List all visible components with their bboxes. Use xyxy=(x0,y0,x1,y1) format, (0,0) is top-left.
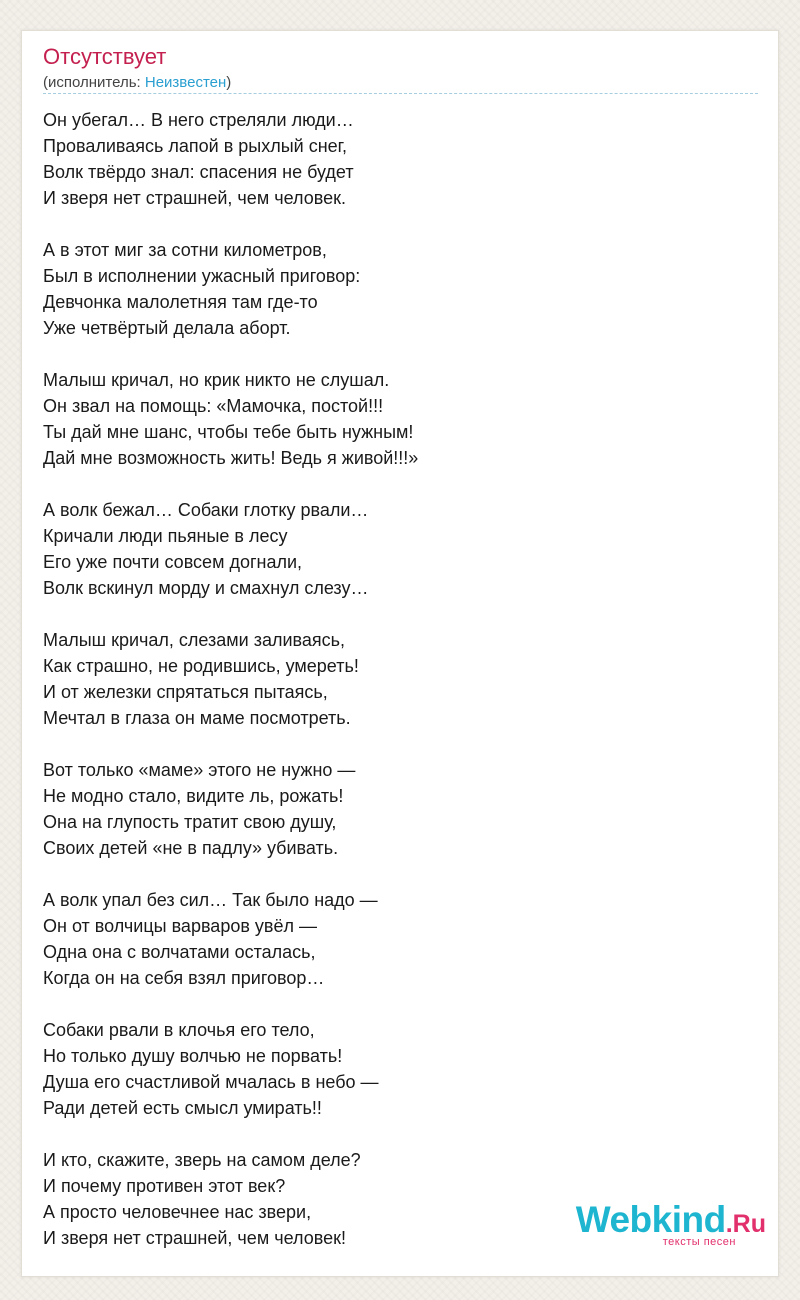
lyric-line: А просто человечнее нас звери, xyxy=(43,1202,312,1222)
lyric-line: А волк бежал… Собаки глотку рвали… xyxy=(43,500,369,520)
stanza xyxy=(43,1017,753,1121)
lyrics-body xyxy=(43,107,753,1277)
artist-suffix: ) xyxy=(226,74,232,91)
lyric-line: И зверя нет страшней, чем человек. xyxy=(43,188,346,208)
lyric-line: А в этот миг за сотни километров, xyxy=(43,240,327,260)
lyric-line: Волк твёрдо знал: спасения не будет xyxy=(43,162,354,182)
lyric-line: Его уже почти совсем догнали, xyxy=(43,552,303,572)
lyric-line: Проваливаясь лапой в рыхлый снег, xyxy=(43,136,348,156)
stanza xyxy=(43,237,753,341)
lyric-line: Ради детей есть смысл умирать!! xyxy=(43,1098,322,1118)
lyric-line: Своих детей «не в падлу» убивать. xyxy=(43,838,339,858)
lyric-line: Девчонка малолетняя там где-то xyxy=(43,292,318,312)
lyric-line: Вот только «маме» этого не нужно — xyxy=(43,760,356,780)
lyric-line: И зверя нет страшней, чем человек! xyxy=(43,1228,346,1248)
lyric-line: Ты дай мне шанс, чтобы тебе быть нужным! xyxy=(43,422,414,442)
song-title: Отсутствует xyxy=(43,44,167,69)
lyric-line: Но только душу волчью не порвать! xyxy=(43,1046,343,1066)
lyric-line: Не модно стало, видите ль, рожать! xyxy=(43,786,344,806)
lyric-line: А волк упал без сил… Так было надо — xyxy=(43,890,378,910)
lyrics-card xyxy=(21,30,779,1277)
lyric-line: Он убегал… В него стреляли люди… xyxy=(43,110,354,130)
lyric-line: И почему противен этот век? xyxy=(43,1176,286,1196)
lyric-line: Как страшно, не родившись, умереть! xyxy=(43,656,359,676)
lyric-line: Был в исполнении ужасный приговор: xyxy=(43,266,361,286)
logo-tld: .Ru xyxy=(725,1210,766,1238)
lyric-line: Мечтал в глаза он маме посмотреть. xyxy=(43,708,351,728)
stanza xyxy=(43,887,753,991)
lyric-line: Собаки рвали в клочья его тело, xyxy=(43,1020,315,1040)
lyric-line: И от железки спрятаться пытаясь, xyxy=(43,682,328,702)
webkind-logo[interactable] xyxy=(575,1199,766,1248)
stanza xyxy=(43,107,753,211)
stanza xyxy=(43,367,753,471)
lyric-line: Дай мне возможность жить! Ведь я живой!!!» xyxy=(43,448,419,468)
stanza xyxy=(43,497,753,601)
stanza xyxy=(43,757,753,861)
lyric-line: Волк вскинул морду и смахнул слезу… xyxy=(43,578,369,598)
artist-link[interactable]: Неизвестен xyxy=(144,74,227,91)
stanza xyxy=(43,627,753,731)
lyric-line: Когда он на себя взял приговор… xyxy=(43,968,325,988)
lyric-line: Она на глупость тратит свою душу, xyxy=(43,812,337,832)
lyric-line: Одна она с волчатами осталась, xyxy=(43,942,316,962)
title-divider xyxy=(43,93,758,94)
artist-prefix: (исполнитель: xyxy=(43,74,145,91)
lyric-line: Душа его счастливой мчалась в небо — xyxy=(43,1072,379,1092)
lyric-line: Он от волчицы варваров увёл — xyxy=(43,916,317,936)
lyric-line: И кто, скажите, зверь на самом деле? xyxy=(43,1150,361,1170)
lyric-line: Кричали люди пьяные в лесу xyxy=(43,526,288,546)
artist-line xyxy=(43,73,231,93)
lyric-line: Уже четвёртый делала аборт. xyxy=(43,318,291,338)
logo-tagline: тексты песен xyxy=(662,1236,736,1248)
logo-wordmark: Webkind xyxy=(575,1199,726,1240)
lyric-line: Малыш кричал, слезами заливаясь, xyxy=(43,630,346,650)
lyric-line: Малыш кричал, но крик никто не слушал. xyxy=(43,370,390,390)
lyric-line: Он звал на помощь: «Мамочка, постой!!! xyxy=(43,396,384,416)
